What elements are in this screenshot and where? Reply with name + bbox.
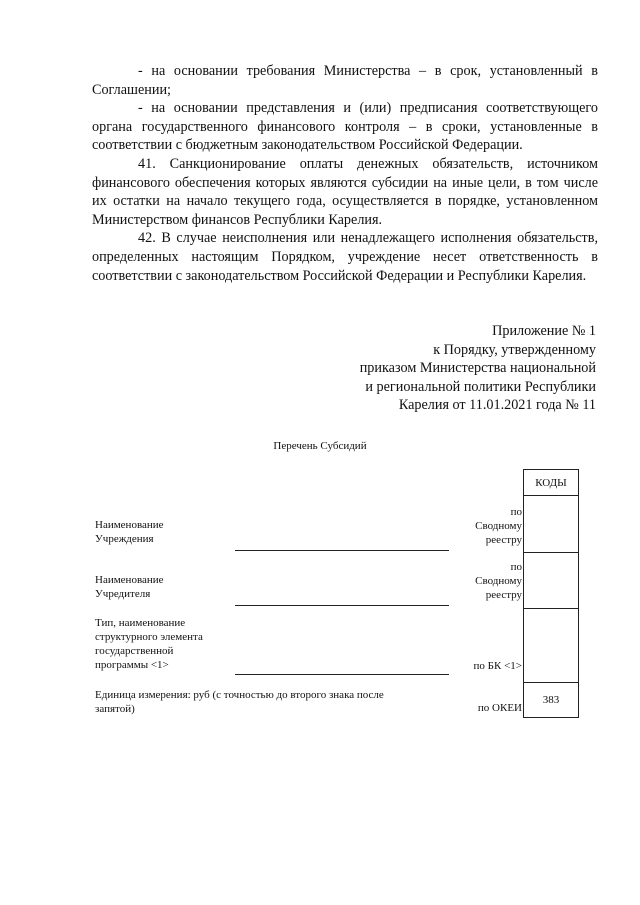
row-label-line: структурного элемента <box>95 631 203 643</box>
row-label <box>95 573 164 601</box>
code-cell-program[interactable] <box>524 609 579 683</box>
paragraph: - на основании требования Министерства – в срок, установленный в Соглашении; <box>92 63 598 98</box>
row-label-line: государственной <box>95 645 174 657</box>
fill-line-program[interactable] <box>235 674 449 675</box>
row-code-label-line: Сводному <box>475 520 522 532</box>
row-label <box>95 616 203 672</box>
row-label-line: Тип, наименование <box>95 617 186 629</box>
row-label-line: Наименование <box>95 574 164 586</box>
row-label-line: Наименование <box>95 519 164 531</box>
row-label <box>95 518 164 546</box>
appendix-line: Приложение № 1 <box>492 323 596 339</box>
row-label-line: Учреждения <box>95 533 154 545</box>
code-cell-founder[interactable] <box>524 553 579 609</box>
row-code-label-line: реестру <box>485 534 522 546</box>
codes-header: КОДЫ <box>524 470 579 496</box>
fill-line-institution[interactable] <box>235 550 449 551</box>
code-cell-institution[interactable] <box>524 496 579 553</box>
row-code-label <box>475 560 522 602</box>
code-cell-okei[interactable]: 383 <box>524 683 579 718</box>
row-label-line: Единица измерения: руб (с точностью до второго знака после <box>95 689 384 701</box>
row-code-label-line: по ОКЕИ <box>477 702 522 714</box>
row-code-label-line: реестру <box>485 589 522 601</box>
appendix-line: Карелия от 11.01.2021 года № 11 <box>398 397 596 414</box>
row-label-line: Учредителя <box>95 588 151 600</box>
paragraph: - на основании представления и (или) предписания соответствующего органа государственного финансового контроля – в сроки, установленные в соответствии с бюджетным законодательством Российской Федерации. <box>92 100 598 154</box>
paragraph: 42. В случае неисполнения или ненадлежащего исполнения обязательств, определенных настоящим Порядком, учреждение несет ответственность в соответствии с законодательством Российской Федерации и Республики Карелия. <box>92 230 598 284</box>
codes-table <box>523 469 579 718</box>
row-code-label <box>474 659 522 673</box>
row-code-label-line: Сводному <box>475 575 522 587</box>
row-label-line: запятой) <box>95 703 135 715</box>
row-label-line: программы <1> <box>95 659 169 671</box>
appendix-line: к Порядку, утвержденному <box>433 341 596 358</box>
row-code-label <box>475 505 522 547</box>
form-title: Перечень Субсидий <box>273 440 367 452</box>
row-code-label-line: по <box>510 561 522 573</box>
row-code-label-line: по <box>510 506 522 518</box>
row-code-label-line: по БК <1> <box>473 660 522 672</box>
paragraph: 41. Санкционирование оплаты денежных обязательств, источником финансового обеспечения которых являются субсидии на иные цели, в том числе их остатки на начало текущего года, осуществляется в порядке, установленном Министерством финансов Республики Карелия. <box>92 155 598 228</box>
row-label <box>95 688 475 716</box>
row-code-label <box>478 701 522 715</box>
appendix-line: и региональной политики Республики <box>365 378 596 395</box>
appendix-line: приказом Министерства национальной <box>359 360 596 377</box>
fill-line-founder[interactable] <box>235 605 449 606</box>
